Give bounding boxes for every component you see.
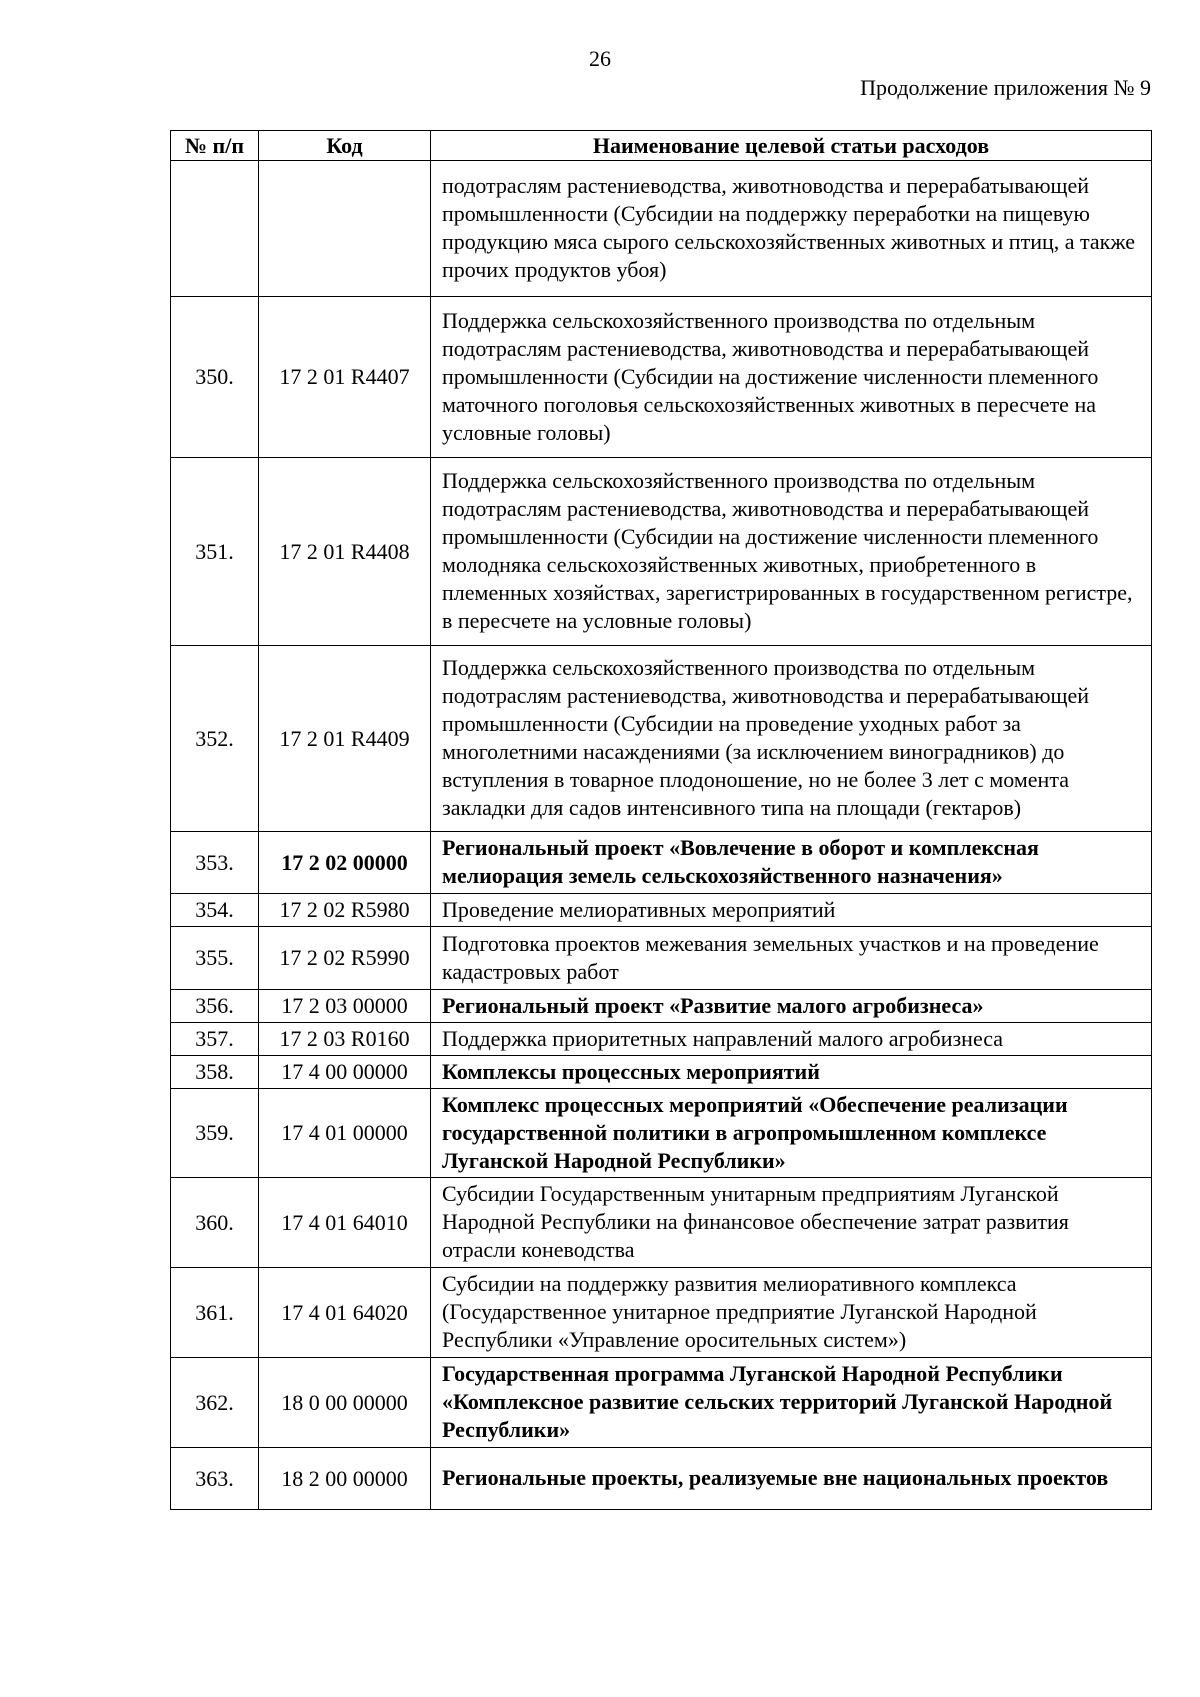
row-name: Комплексы процессных мероприятий	[431, 1056, 1152, 1089]
row-code: 17 2 02 R5990	[259, 927, 431, 990]
table-row	[171, 927, 1152, 990]
row-code: 17 2 01 R4407	[259, 297, 431, 458]
row-code: 18 0 00 00000	[259, 1358, 431, 1448]
row-code: 17 4 01 64010	[259, 1178, 431, 1268]
row-number	[171, 161, 259, 297]
row-number: 351.	[171, 458, 259, 646]
row-name: Региональные проекты, реализуемые вне национальных проектов	[431, 1448, 1152, 1510]
row-name: Поддержка сельскохозяйственного производства по отдельным подотраслям растениеводства, животноводства и перерабатывающей промышленности (Субсидии на проведение уходных работ за многолетними насаждениями (за исключением виноградников) до вступления в товарное плодоношение, но не более 3 лет с момента закладки для садов интенсивного типа на площади (гектаров)	[431, 646, 1152, 832]
expense-articles-table	[170, 130, 1152, 1510]
row-code	[259, 161, 431, 297]
row-number: 358.	[171, 1056, 259, 1089]
row-number: 359.	[171, 1089, 259, 1178]
column-header-number: № п/п	[171, 131, 259, 161]
row-name: Субсидии Государственным унитарным предприятиям Луганской Народной Республики на финансовое обеспечение затрат развития отрасли коневодства	[431, 1178, 1152, 1268]
row-name: Региональный проект «Вовлечение в оборот и комплексная мелиорация земель сельскохозяйственного назначения»	[431, 832, 1152, 894]
table-row	[171, 1089, 1152, 1178]
column-header-code: Код	[259, 131, 431, 161]
row-number: 363.	[171, 1448, 259, 1510]
table-row	[171, 1056, 1152, 1089]
table-row	[171, 646, 1152, 832]
row-code: 17 2 02 00000	[259, 832, 431, 894]
row-number: 362.	[171, 1358, 259, 1448]
row-code: 17 4 01 64020	[259, 1268, 431, 1358]
row-name: Государственная программа Луганской Народной Республики «Комплексное развитие сельских территорий Луганской Народной Республики»	[431, 1358, 1152, 1448]
row-number: 354.	[171, 894, 259, 927]
page-number: 26	[589, 46, 611, 71]
table-row	[171, 832, 1152, 894]
row-code: 17 2 01 R4408	[259, 458, 431, 646]
column-header-name: Наименование целевой статьи расходов	[431, 131, 1152, 161]
table-row	[171, 161, 1152, 297]
appendix-continuation-label: Продолжение приложения № 9	[860, 75, 1151, 100]
table-row	[171, 1178, 1152, 1268]
table-header-row	[171, 131, 1152, 161]
row-code: 17 4 00 00000	[259, 1056, 431, 1089]
table-row	[171, 1023, 1152, 1056]
row-name: Поддержка сельскохозяйственного производства по отдельным подотраслям растениеводства, животноводства и перерабатывающей промышленности (Субсидии на достижение численности племенного маточного поголовья сельскохозяйственных животных в пересчете на условные головы)	[431, 297, 1152, 458]
table-row	[171, 458, 1152, 646]
row-number: 356.	[171, 990, 259, 1023]
table-row	[171, 894, 1152, 927]
row-name: подотраслям растениеводства, животноводства и перерабатывающей промышленности (Субсидии на поддержку переработки на пищевую продукцию мяса сырого сельскохозяйственных животных и птиц, а также прочих продуктов убоя)	[431, 161, 1152, 297]
row-name: Поддержка приоритетных направлений малого агробизнеса	[431, 1023, 1152, 1056]
table-row	[171, 1358, 1152, 1448]
row-name: Подготовка проектов межевания земельных участков и на проведение кадастровых работ	[431, 927, 1152, 990]
row-name: Субсидии на поддержку развития мелиоративного комплекса (Государственное унитарное предприятие Луганской Народной Республики «Управление оросительных систем»)	[431, 1268, 1152, 1358]
row-number: 360.	[171, 1178, 259, 1268]
table-row	[171, 1448, 1152, 1510]
row-code: 17 2 03 R0160	[259, 1023, 431, 1056]
row-name: Проведение мелиоративных мероприятий	[431, 894, 1152, 927]
row-code: 17 2 01 R4409	[259, 646, 431, 832]
row-code: 17 2 03 00000	[259, 990, 431, 1023]
row-number: 357.	[171, 1023, 259, 1056]
table-row	[171, 990, 1152, 1023]
row-name: Поддержка сельскохозяйственного производства по отдельным подотраслям растениеводства, животноводства и перерабатывающей промышленности (Субсидии на достижение численности племенного молодняка сельскохозяйственных животных, приобретенного в племенных хозяйствах, зарегистрированных в государственном регистре, в пересчете на условные головы)	[431, 458, 1152, 646]
row-name: Региональный проект «Развитие малого агробизнеса»	[431, 990, 1152, 1023]
row-number: 355.	[171, 927, 259, 990]
row-number: 352.	[171, 646, 259, 832]
row-number: 350.	[171, 297, 259, 458]
row-number: 353.	[171, 832, 259, 894]
row-code: 17 2 02 R5980	[259, 894, 431, 927]
row-name: Комплекс процессных мероприятий «Обеспечение реализации государственной политики в агропромышленном комплексе Луганской Народной Республики»	[431, 1089, 1152, 1178]
table-row	[171, 297, 1152, 458]
row-number: 361.	[171, 1268, 259, 1358]
row-code: 17 4 01 00000	[259, 1089, 431, 1178]
row-code: 18 2 00 00000	[259, 1448, 431, 1510]
table-row	[171, 1268, 1152, 1358]
